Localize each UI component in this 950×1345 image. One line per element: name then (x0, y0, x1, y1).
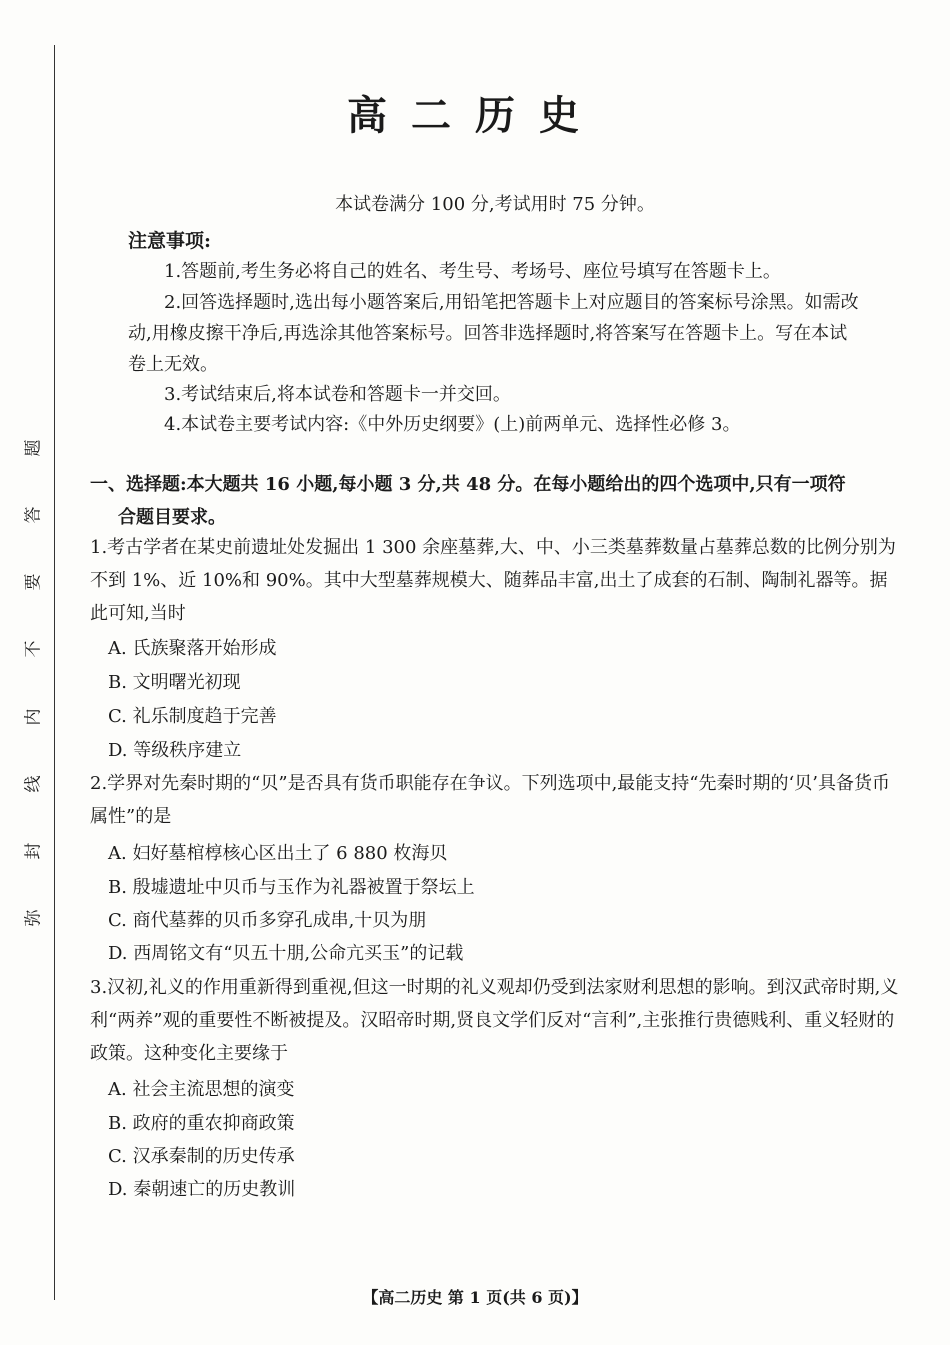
notice-item: 1.答题前,考生务必将自己的姓名、考生号、考场号、座位号填写在答题卡上。 (164, 261, 781, 282)
page-title: 高二历史 (347, 92, 603, 139)
option-b: B. 文明曙光初现 (108, 672, 241, 693)
question-stem: 3.汉初,礼义的作用重新得到重视,但这一时期的礼义观却仍受到法家财利思想的影响。到汉武帝时期,义利“两养”观的重要性不断被提及。汉昭帝时期,贤良文学们反对“言利”,主张推行贵德贱利、重义轻财的政策。这种变化主要缘于 (90, 977, 899, 1064)
question-stem: 1.考古学者在某史前遗址处发掘出 1 300 余座墓葬,大、中、小三类墓葬数量占墓葬总数的比例分别为不到 1%、近 10%和 90%。其中大型墓葬规模大、随葬品丰富,出土了成套的石制、陶制礼器等。据此可知,当时 (90, 537, 896, 624)
section-heading (90, 468, 900, 534)
option-a: A. 社会主流思想的演变 (108, 1079, 295, 1100)
question-stem: 2.学界对先秦时期的“贝”是否具有货币职能存在争议。下列选项中,最能支持“先秦时期的‘贝’具备货币属性”的是 (90, 773, 890, 827)
notice-item: 3.考试结束后,将本试卷和答题卡一并交回。 (164, 384, 511, 405)
page-footer: 【高二历史 第 1 页(共 6 页)】 (362, 1288, 588, 1307)
option-b: B. 政府的重农抑商政策 (108, 1113, 295, 1134)
option-c: C. 商代墓葬的贝币多穿孔成串,十贝为朋 (108, 910, 427, 931)
binding-char: 弥 (23, 909, 43, 927)
binding-char: 题 (23, 439, 43, 457)
binding-char: 封 (23, 842, 43, 860)
option-a: A. 氏族聚落开始形成 (108, 638, 277, 659)
notice-item: 2.回答选择题时,选出每小题答案后,用铅笔把答题卡上对应题目的答案标号涂黑。如需改动,用橡皮擦干净后,再选涂其他答案标号。回答非选择题时,将答案写在答题卡上。写在本试卷上无效。 (128, 292, 859, 375)
section-heading-line: 合题目要求。 (118, 507, 226, 528)
binding-char: 要 (23, 573, 43, 591)
binding-char: 线 (23, 775, 43, 793)
option-d: D. 秦朝速亡的历史教训 (108, 1179, 296, 1200)
option-a: A. 妇好墓棺椁核心区出土了 6 880 枚海贝 (108, 843, 448, 864)
notice-item: 4.本试卷主要考试内容:《中外历史纲要》(上)前两单元、选择性必修 3。 (164, 414, 741, 435)
exam-info: 本试卷满分 100 分,考试用时 75 分钟。 (335, 194, 655, 215)
option-d: D. 等级秩序建立 (108, 740, 242, 761)
option-b: B. 殷墟遗址中贝币与玉作为礼器被置于祭坛上 (108, 877, 475, 898)
binding-margin-notice (16, 438, 50, 928)
option-c: C. 礼乐制度趋于完善 (108, 706, 277, 727)
binding-char: 不 (23, 640, 43, 658)
section-heading-line: 一、选择题:本大题共 16 小题,每小题 3 分,共 48 分。在每小题给出的四个选项中,只有一项符 (90, 474, 846, 495)
binding-char: 内 (23, 708, 43, 726)
binding-line (54, 45, 55, 1300)
binding-char: 答 (23, 506, 43, 524)
option-d: D. 西周铭文有“贝五十朋,公命亢买玉”的记载 (108, 943, 464, 964)
option-c: C. 汉承秦制的历史传承 (108, 1146, 295, 1167)
notice-heading: 注意事项: (128, 230, 212, 252)
